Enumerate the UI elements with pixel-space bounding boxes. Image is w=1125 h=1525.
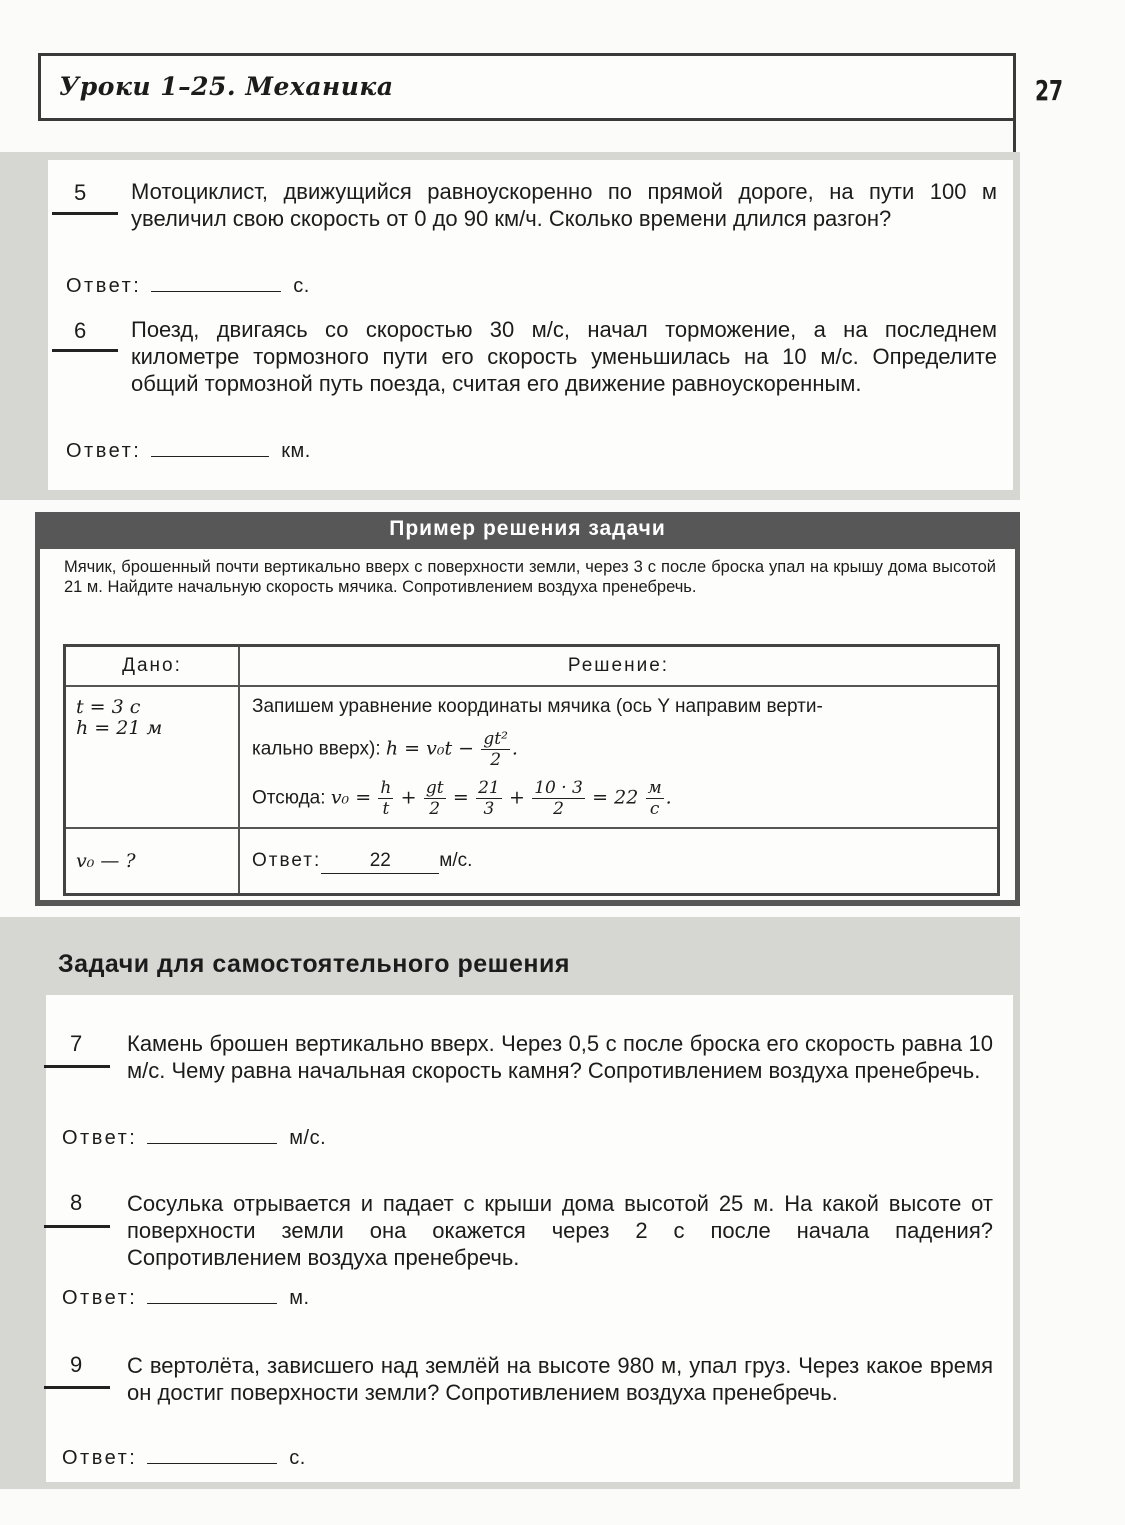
example-problem: Мячик, брошенный почти вертикально вверх с поверхности земли, через 3 с после броска упал на крышу дома высотой 21 м. Найдите начальную скорость мячика. Сопротивлением воздуха пренебречь. <box>64 558 996 596</box>
example-body <box>40 549 1015 900</box>
unknown-value: v₀ — ? <box>65 828 240 895</box>
solution-header: Решение: <box>239 646 999 687</box>
example-answer <box>239 828 999 895</box>
solution-line: Запишем уравнение координаты мячика (ось Y направим верти- <box>252 696 823 717</box>
task-rule <box>44 1065 110 1068</box>
answer-unit: м. <box>289 1287 310 1309</box>
example-title: Пример решения задачи <box>389 517 666 540</box>
task-number: 5 <box>74 180 87 205</box>
formula-result: = 22 <box>592 786 639 809</box>
given-t: t = 3 с <box>76 696 141 718</box>
given-values <box>65 686 240 828</box>
answer-row <box>62 1123 326 1150</box>
solution-line: кально вверх): <box>252 738 381 760</box>
task-number: 7 <box>70 1031 83 1056</box>
answer-label: Ответ: <box>62 1287 138 1309</box>
answer-row <box>66 436 311 463</box>
answer-row <box>62 1283 310 1310</box>
answer-row <box>62 1443 306 1470</box>
solution-result-row: Отсюда: v₀ = $\frac{h}{t}$ + $\frac{gt}{2}$ = $\frac{21}{3}$ + $\frac{10 \cdot 3}{2}$ = 22 $\frac{м}{с}$ . <box>252 778 672 819</box>
answer-input[interactable] <box>151 271 281 292</box>
task-number: 6 <box>74 318 87 343</box>
fraction: $\frac{21}{3}$ <box>478 778 500 819</box>
task-rule <box>44 1225 110 1228</box>
fraction: $\frac{10 \cdot 3}{2}$ <box>534 778 583 819</box>
task-text: Поезд, двигаясь со скоростью 30 м/с, начал торможение, а на последнем километре тормозного пути его скорость уменьшилась на 10 м/с. Определите общий тормозной путь поезда, считая его движение равноускоренным. <box>131 317 997 396</box>
hence-label: Отсюда: <box>252 787 326 809</box>
answer-value: 22 <box>321 849 439 874</box>
answer-unit: км. <box>281 440 311 462</box>
solution-table <box>63 644 1000 896</box>
task-text: Сосулька отрывается и падает с крыши дома высотой 25 м. На какой высоте от поверхности земли она окажется через 2 с после начала падения? Сопротивлением воздуха пренебречь. <box>127 1191 993 1270</box>
task-rule <box>52 349 118 352</box>
given-header: Дано: <box>65 646 240 687</box>
answer-row <box>66 271 310 298</box>
answer-label: Ответ: <box>62 1447 138 1469</box>
answer-label: Ответ: <box>66 440 142 462</box>
given-h: h = 21 м <box>76 717 163 739</box>
task-number: 8 <box>70 1190 83 1215</box>
formula-v0: v₀ = <box>330 786 372 809</box>
fraction: $\frac{\text{gt²}}{2}$ <box>483 729 508 770</box>
fraction: $\frac{h}{t}$ <box>380 778 392 819</box>
task-text: Мотоциклист, движущийся равноускоренно по прямой дороге, на пути 100 м увеличил свою скорость от 0 до 90 км/ч. Сколько времени длился разгон? <box>131 179 997 231</box>
formula-lhs: h = v₀t − <box>385 737 475 760</box>
unit-fraction: $\frac{м}{с}$ <box>647 778 662 819</box>
chapter-header <box>38 53 1016 121</box>
example-box <box>35 512 1020 906</box>
task-text: Камень брошен вертикально вверх. Через 0,5 с после броска его скорость равна 10 м/с. Чему равна начальная скорость камня? Сопротивлением воздуха пренебречь. <box>127 1031 993 1083</box>
page-number: 27 <box>1035 74 1064 107</box>
answer-label: Ответ: <box>252 849 322 871</box>
answer-input[interactable] <box>147 1123 277 1144</box>
answer-unit: с. <box>289 1447 306 1469</box>
answer-label: Ответ: <box>62 1127 138 1149</box>
answer-input[interactable] <box>147 1283 277 1304</box>
answer-input[interactable] <box>147 1443 277 1464</box>
task-text: С вертолёта, зависшего над землёй на высоте 980 м, упал груз. Через какое время он достиг поверхности земли? Сопротивлением воздуха пренебречь. <box>127 1353 993 1405</box>
answer-input[interactable] <box>151 436 269 457</box>
task-rule <box>44 1386 110 1389</box>
answer-label: Ответ: <box>66 275 142 297</box>
task-rule <box>52 212 118 215</box>
solution-body <box>239 686 999 828</box>
task-number: 9 <box>70 1352 83 1377</box>
answer-unit: м/с. <box>289 1127 327 1149</box>
fraction: $\frac{gt}{2}$ <box>425 778 444 819</box>
answer-unit: с. <box>293 275 310 297</box>
section-title: Задачи для самостоятельного решения <box>58 950 570 978</box>
chapter-title: Уроки 1–25. Механика <box>59 72 394 101</box>
answer-unit: м/с. <box>439 849 473 871</box>
solution-formula-row: кально вверх): h = v₀t − $\frac{\text{gt²}}{2}$ . <box>252 729 518 770</box>
